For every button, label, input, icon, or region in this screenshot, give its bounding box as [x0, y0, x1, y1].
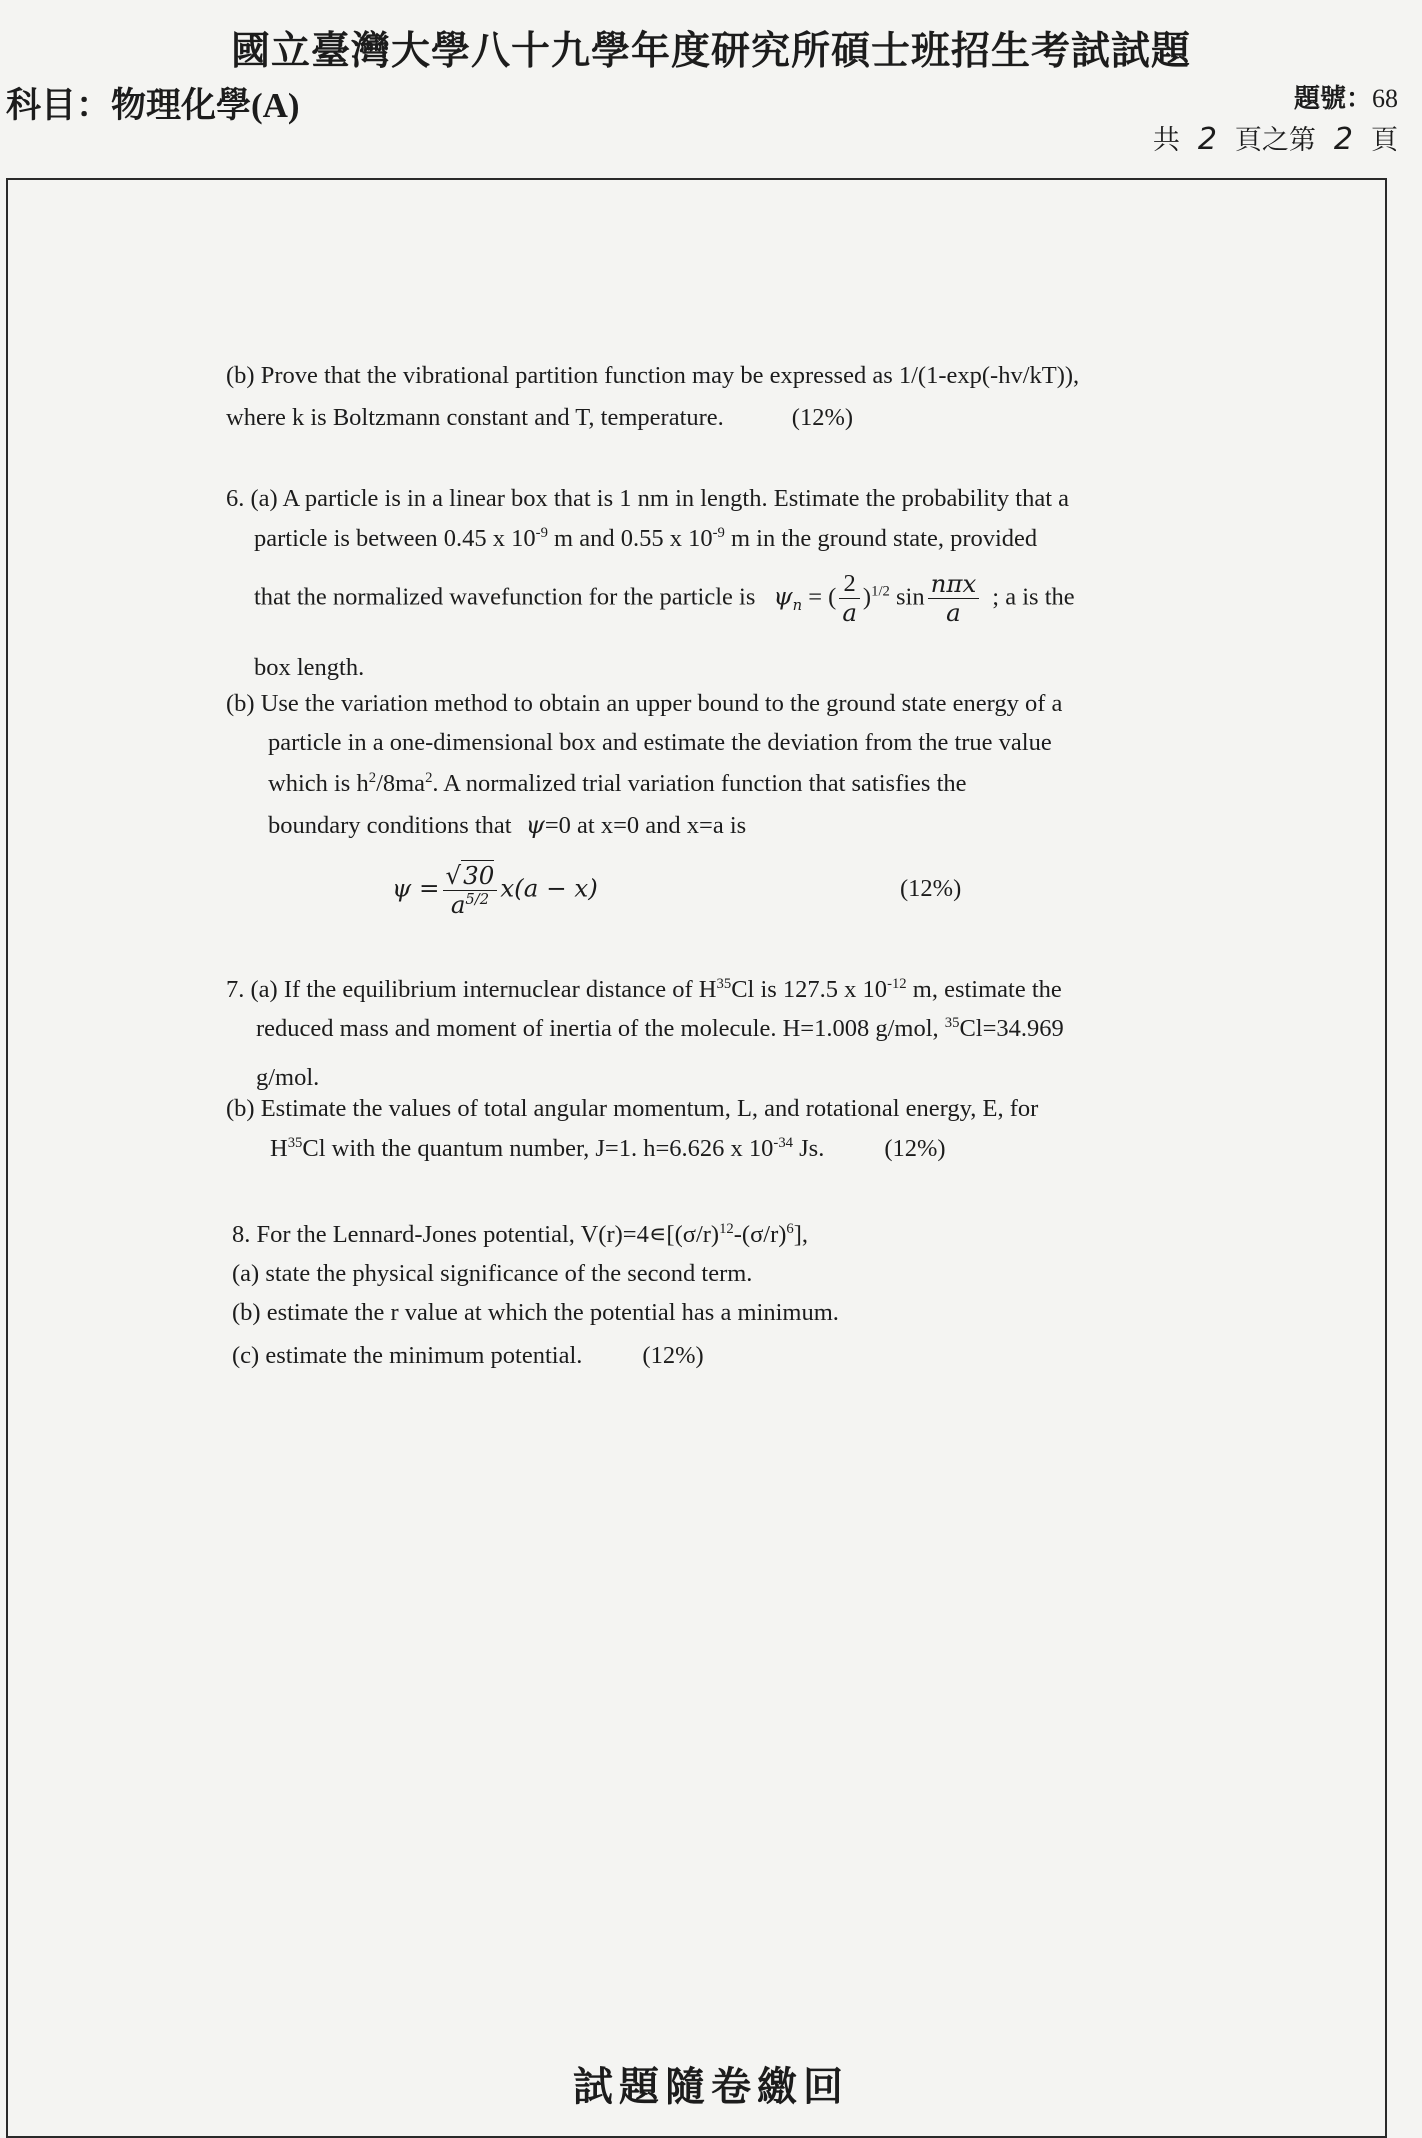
q7b-l2c: Js. — [793, 1135, 825, 1162]
frac1-num: 2 — [839, 570, 860, 599]
q7a-l2a: reduced mass and moment of inertia of the molecule. H=1.008 g/mol, — [256, 1015, 945, 1042]
q8-l1c: ], — [793, 1221, 809, 1248]
q8a: (a) state the physical significance of the second term. — [232, 1260, 753, 1287]
pages-total: 2 — [1197, 122, 1217, 157]
q7b-line2 — [270, 1137, 946, 1162]
q5b-text: where k is Boltzmann constant and T, temperature. — [226, 404, 724, 431]
q6a-line2 — [254, 527, 1037, 552]
q7b-points: (12%) — [884, 1135, 946, 1162]
trial-lhs: ψ = — [392, 873, 440, 903]
frac2-num: nπx — [928, 570, 980, 599]
q6a-l3b: ; a is the — [992, 583, 1075, 611]
q6b-exp2: 2 — [425, 770, 433, 787]
sqrt-value: 30 — [463, 861, 495, 890]
question-number-value: 68 — [1372, 84, 1398, 113]
page-indicator — [1153, 118, 1398, 157]
psi-symbol: ψ — [773, 581, 793, 611]
q6a-l2a: particle is between 0.45 x 10 — [254, 525, 536, 552]
q5b-points: (12%) — [791, 404, 854, 431]
q6b-l3a: which is h — [268, 770, 369, 797]
q7b-exp1: 35 — [287, 1135, 303, 1152]
page-current: 2 — [1333, 122, 1353, 157]
q5b-line1: (b) Prove that the vibrational partition function may be expressed as 1/(1-exp(-hv/kT)), — [226, 362, 1080, 389]
q5b-line2 — [226, 406, 853, 431]
q7b-line1: (b) Estimate the values of total angular momentum, L, and rotational energy, E, for — [226, 1095, 1039, 1122]
q6a-line4: box length. — [254, 654, 365, 681]
q6b-line1: (b) Use the variation method to obtain an upper bound to the ground state energy of a — [226, 690, 1063, 717]
sqrt-den — [443, 891, 498, 919]
q8c: (c) estimate the minimum potential. — [232, 1342, 583, 1369]
q6a-line3: that the normalized wavefunction for the particle is $\psi_n$ = ( $\frac{2}{a}$ )$^{1/2}$ sin $\frac{\text{nπx}}{a}$ ; a is the — [254, 569, 1075, 628]
q7a-line3: g/mol. — [256, 1064, 320, 1091]
frac1-den: a — [842, 598, 857, 628]
q7a-exp1: 35 — [716, 976, 732, 993]
pages-suffix: 頁 — [1371, 125, 1398, 155]
q6a-l3a: that the normalized wavefunction for the particle is — [254, 583, 756, 611]
subject-label: 科目：物理化學(A) — [6, 86, 300, 125]
q7b-l2b: Cl with the quantum number, J=1. h=6.626 x 10 — [302, 1135, 774, 1162]
eq-open: = ( — [802, 583, 837, 611]
trial-function-equation — [392, 862, 598, 919]
fraction-npix-over-a — [928, 570, 980, 627]
q7a-l1a: 7. (a) If the equilibrium internuclear distance of H — [226, 976, 717, 1003]
pages-mid: 頁之第 — [1234, 125, 1316, 155]
q7a-exp2: -12 — [887, 976, 907, 993]
psi-symbol-2: ψ — [525, 810, 545, 839]
q8-l1b: -(σ/r) — [733, 1221, 787, 1248]
pages-prefix: 共 — [1152, 125, 1180, 155]
q6b-l3c: . A normalized trial variation function that satisfies the — [432, 770, 967, 797]
q7b-l2a: H — [270, 1135, 288, 1162]
q6a-l2c: m in the ground state, provided — [724, 525, 1038, 552]
q8-exp2: 6 — [786, 1221, 794, 1238]
return-notice: 試題隨卷繳回 — [573, 2064, 849, 2109]
psi-subscript: n — [792, 597, 803, 615]
fraction-2-over-a — [839, 570, 860, 627]
q6a-exp2: -9 — [712, 525, 725, 542]
q6b-line2: particle in a one-dimensional box and estimate the deviation from the true value — [268, 729, 1052, 756]
q7a-line1 — [226, 978, 1062, 1003]
q8-line1 — [232, 1223, 808, 1248]
q6b-line3 — [268, 772, 967, 797]
q8-l1a: 8. For the Lennard-Jones potential, V(r)=4∊[(σ/r) — [232, 1221, 720, 1248]
q8-points: (12%) — [642, 1342, 704, 1369]
question-number — [1294, 78, 1398, 115]
q6b-l3b: /8ma — [376, 770, 426, 797]
den-exp: 5/2 — [465, 891, 490, 909]
trial-rhs: x(a − x) — [500, 873, 598, 903]
den-a: a — [450, 890, 466, 920]
q6b-line4 — [268, 810, 747, 839]
q7a-line2 — [256, 1017, 1064, 1042]
q6b-l4a: boundary conditions that — [268, 812, 512, 839]
q8c-line — [232, 1344, 704, 1369]
q7a-l2b: Cl=34.969 — [959, 1015, 1064, 1042]
q6b-l4b: =0 at x=0 and x=a is — [544, 812, 747, 839]
frac2-den: a — [946, 598, 961, 628]
q6b-exp1: 2 — [368, 770, 377, 787]
exam-title: 國立臺灣大學八十九學年度研究所碩士班招生考試試題 — [230, 30, 1191, 73]
half-exponent: 1/2 — [871, 583, 890, 600]
question-number-label: 題號： — [1293, 84, 1372, 113]
q7a-l1b: Cl is 127.5 x 10 — [731, 976, 888, 1003]
q6a-l2b: m and 0.55 x 10 — [547, 525, 713, 552]
sqrt-num: √30 — [443, 862, 498, 891]
q7b-exp2: -34 — [773, 1135, 794, 1152]
q6b-points: (12%) — [900, 875, 962, 902]
fraction-sqrt30 — [443, 862, 498, 919]
q8-exp1: 12 — [719, 1221, 734, 1238]
q6a-line1: 6. (a) A particle is in a linear box that is 1 nm in length. Estimate the probability that a — [226, 485, 1070, 512]
q6a-exp1: -9 — [535, 525, 548, 542]
q7a-exp3: 35 — [944, 1015, 960, 1032]
q7a-l1c: m, estimate the — [906, 976, 1062, 1003]
q8b: (b) estimate the r value at which the potential has a minimum. — [232, 1299, 839, 1326]
sin-text: sin — [889, 583, 925, 611]
